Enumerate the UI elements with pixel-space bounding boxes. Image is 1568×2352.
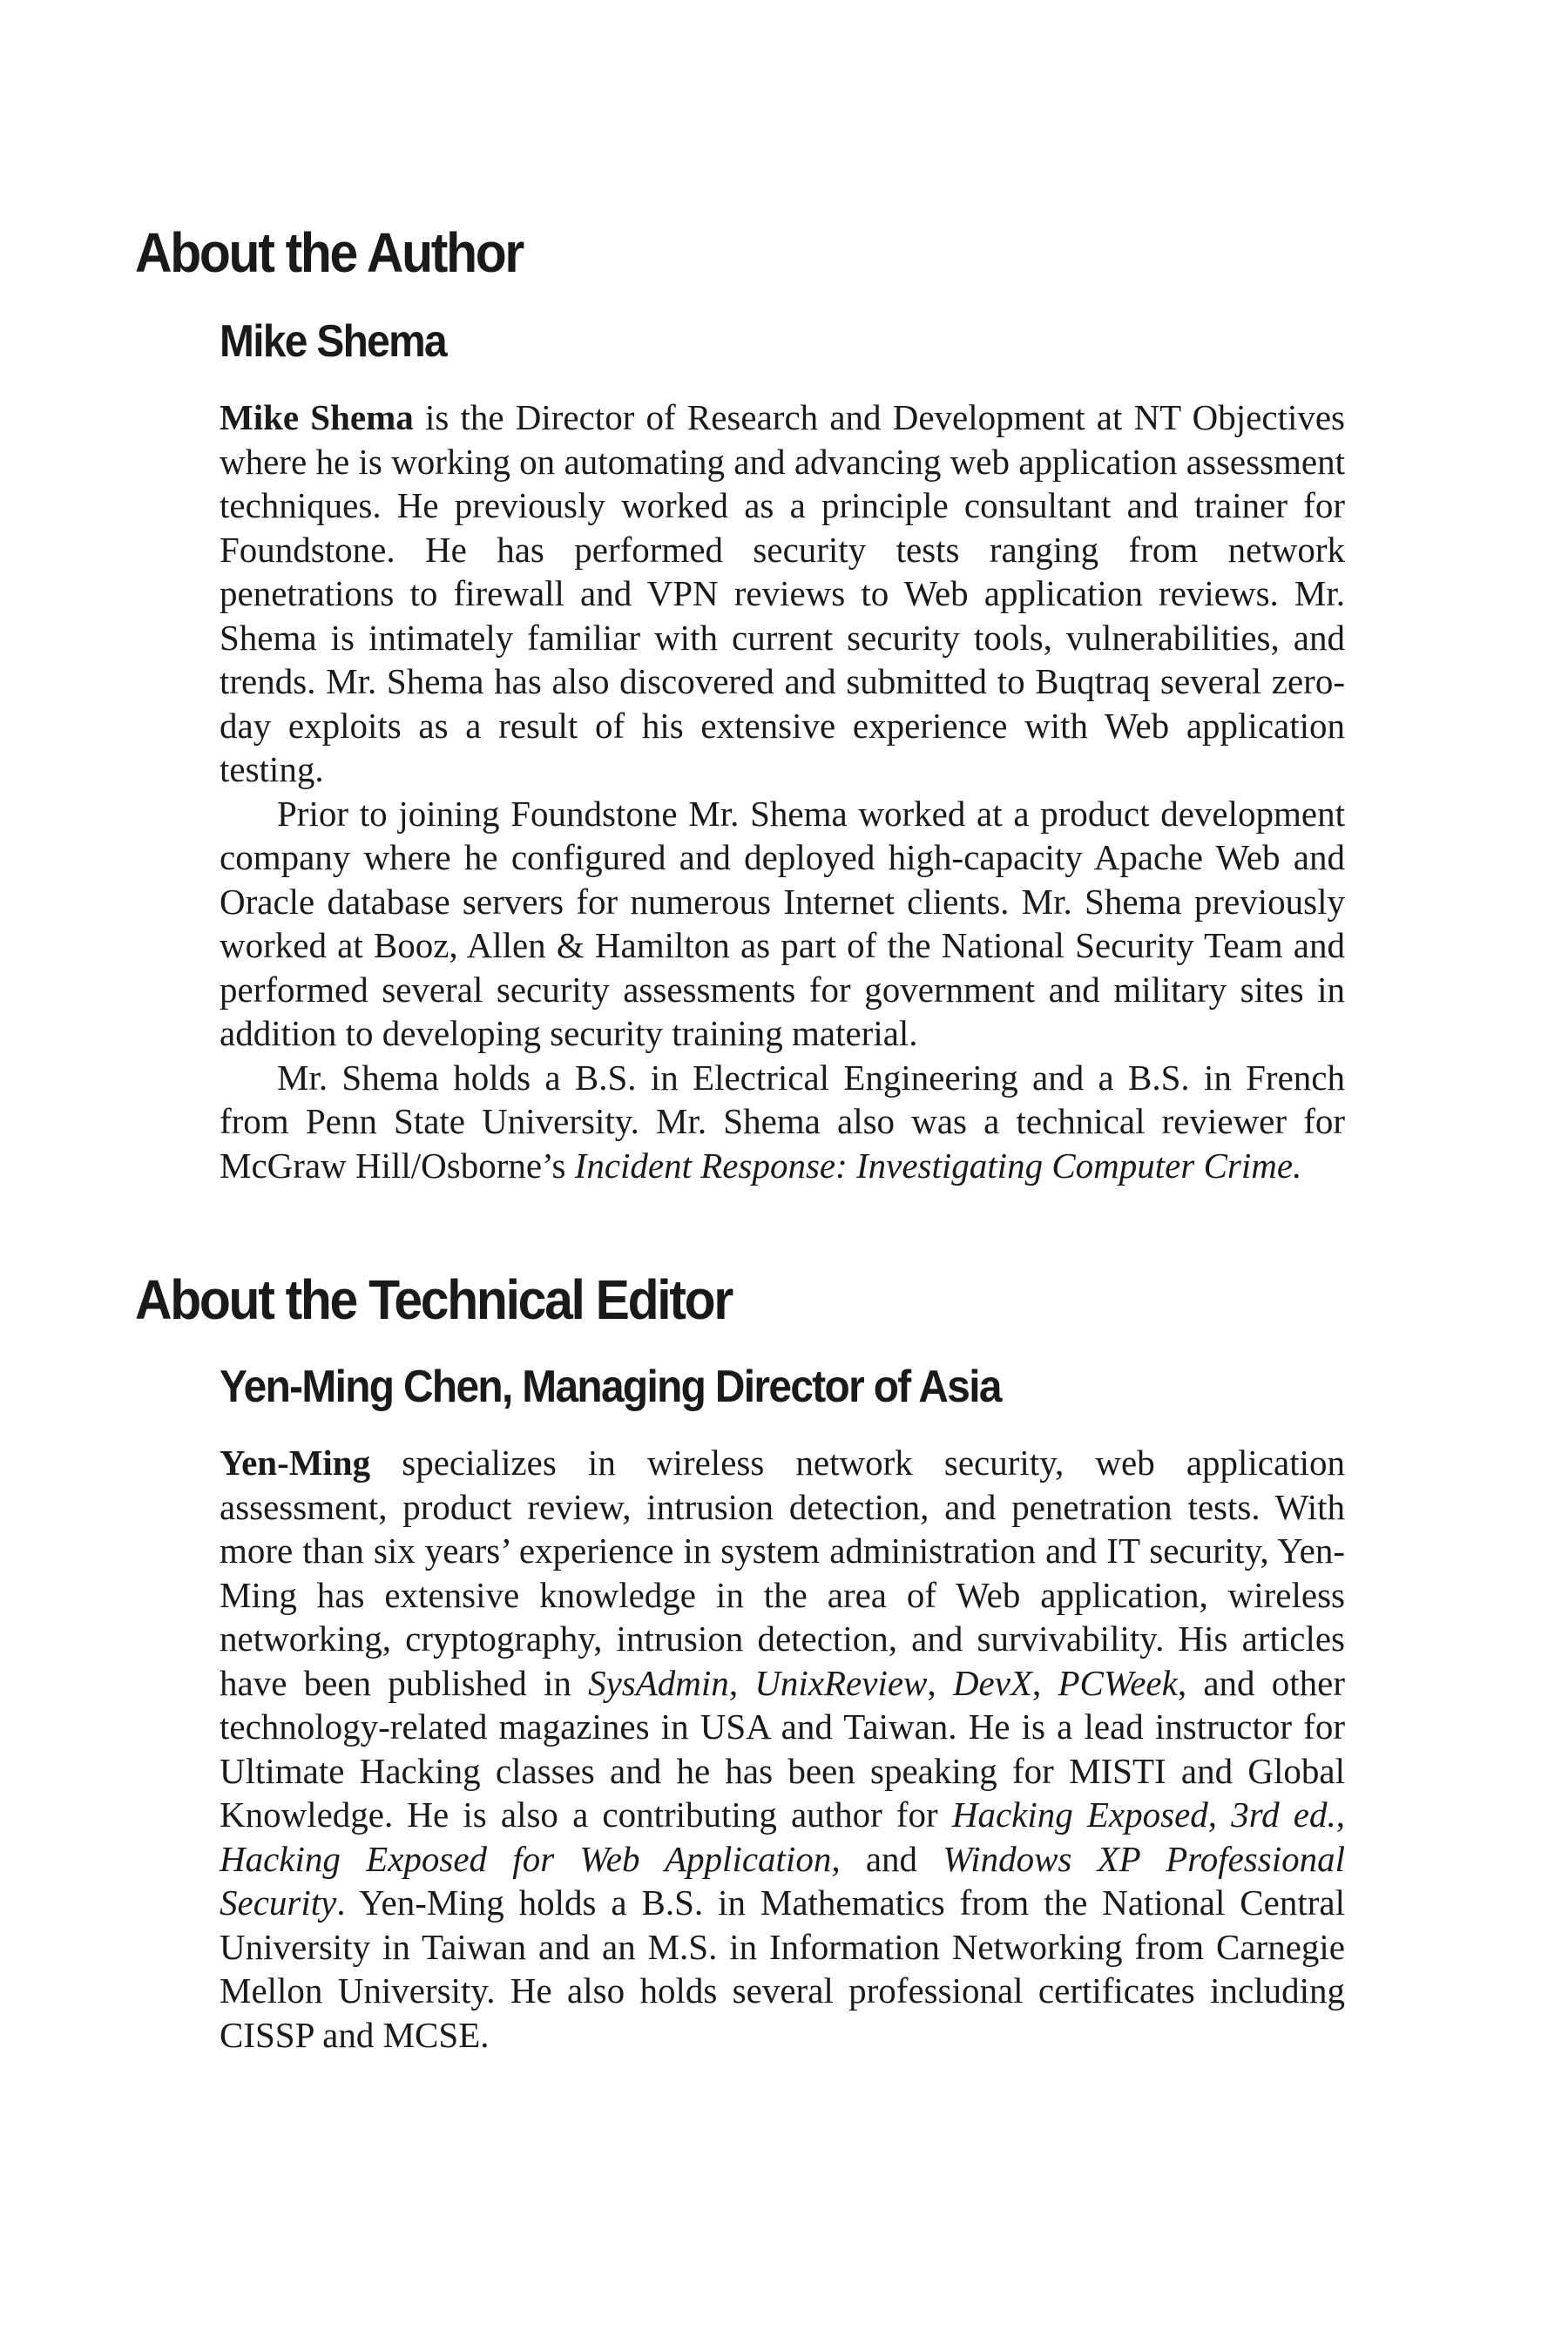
separator-2: , [927, 1662, 953, 1703]
author-bio-text-1: is the Director of Research and Development at NT Objectives where he is working on automating and advancing web application assessment techniques. He previously worked as a principle consultant and trainer for Foundstone. He has performed security tests ranging from network penetrations to firewall and VPN reviews to Web application reviews. Mr. Shema is intimately familiar with current security tools, vulnerabilities, and trends. Mr. Shema has also discovered and submitted to Buqtraq several zero-day exploits as a result of his extensive experience with Web application testing. [220, 397, 1346, 789]
author-bio [220, 395, 1345, 1187]
editor-bio-text-1: specializes in wireless network security, web application assessment, product review, intrusion detection, and penetration tests. With more than six years’ experience in system administration and IT security, Yen-Ming has extensive knowledge in the area of Web application, wireless networking, cryptography, intrusion detection, and survivability. His articles have been published in [220, 1443, 1345, 1703]
editor-bio-paragraph [220, 1441, 1345, 2057]
magazine-devx: DevX [952, 1662, 1032, 1703]
magazine-pcweek: PCWeek [1058, 1662, 1178, 1703]
separator-1: , [728, 1662, 755, 1703]
book-hacking-exposed-web: Hacking Exposed for Web Application, [220, 1838, 841, 1879]
book-windows-xp-security: Windows XP Professional Security [220, 1838, 1346, 1923]
author-bio-paragraph-1 [220, 395, 1345, 792]
author-bio-text-3: Mr. Shema holds a B.S. in Electrical Engineering and a B.S. in French from Penn State University. Mr. Shema also was a technical reviewer for McGraw Hill/Osborne’s [220, 1057, 1345, 1186]
about-author-heading: About the Author [135, 221, 524, 284]
book-hacking-exposed-3rd: Hacking Exposed, 3rd ed. [951, 1794, 1336, 1835]
editor-bio-text-4: . Yen-Ming holds a B.S. in Mathematics from the National Central University in Taiwan and an M.S. in Information Networking from Carnegie Mellon University. He also holds several professional certificates including CISSP and MCSE. [220, 1882, 1345, 2055]
author-bio-paragraph-3 [220, 1056, 1345, 1188]
editor-bio-text-2: , and other technology-related magazines in USA and Taiwan. He is a lead instructor for Ultimate Hacking classes and he has been speaking for MISTI and Global Knowledge. He is also a contributing author for [220, 1662, 1346, 1835]
separator-4: , [1335, 1794, 1345, 1835]
editor-bio-lead-name: Yen-Ming [220, 1443, 371, 1483]
about-technical-editor-heading: About the Technical Editor [135, 1268, 732, 1331]
editor-bio [220, 1441, 1345, 2057]
editor-bio-text-3: and [840, 1838, 943, 1879]
author-bio-book-title: Incident Response: Investigating Computer Crime. [574, 1145, 1302, 1186]
author-name-heading: Mike Shema [220, 316, 446, 367]
magazine-unixreview: UnixReview [754, 1662, 928, 1703]
author-bio-paragraph-2 [220, 792, 1345, 1056]
author-bio-text-2: Prior to joining Foundstone Mr. Shema worked at a product development company where he configured and deployed high-capacity Apache Web and Oracle database servers for numerous Internet clients. Mr. Shema previously worked at Booz, Allen & Hamilton as part of the National Security Team and performed several security assessments for government and military sites in addition to developing security training material. [220, 793, 1345, 1053]
magazine-sysadmin: SysAdmin [588, 1662, 729, 1703]
author-bio-lead-name: Mike Shema [220, 397, 414, 437]
separator-3: , [1031, 1662, 1058, 1703]
editor-name-heading: Yen-Ming Chen, Managing Director of Asia [220, 1362, 1001, 1412]
